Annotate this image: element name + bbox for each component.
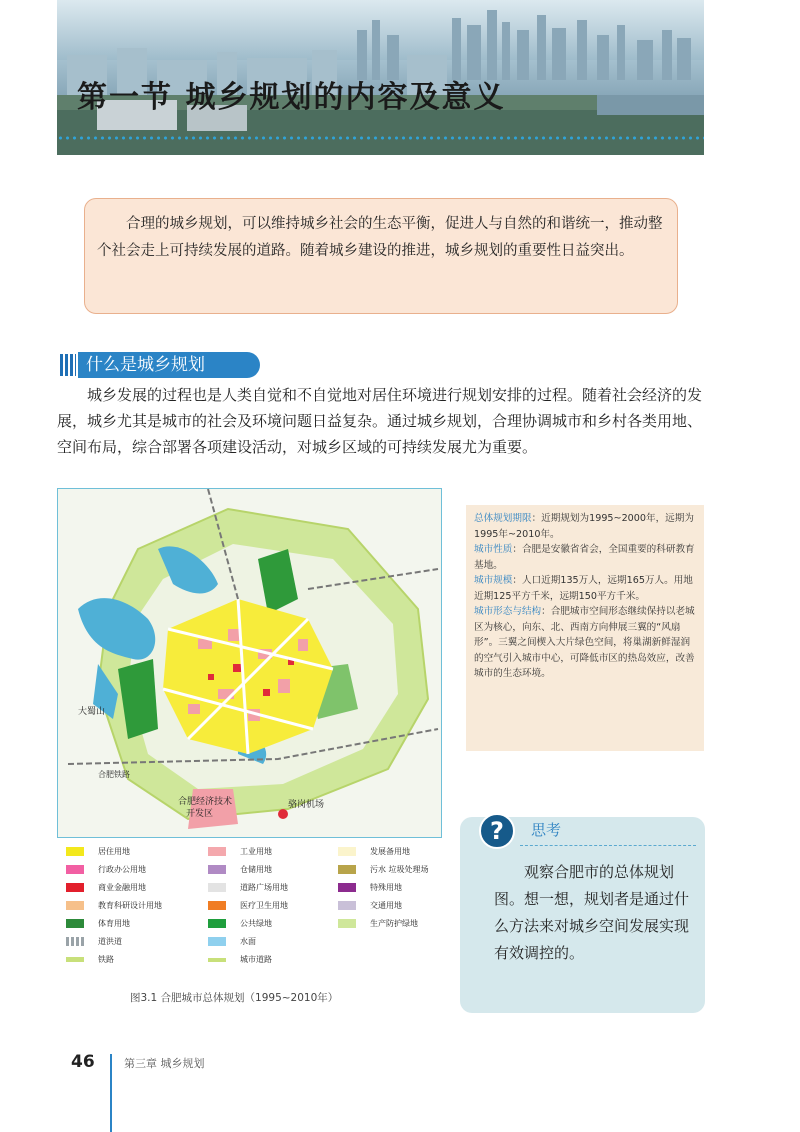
legend-item: 教育科研设计用地 bbox=[66, 900, 162, 911]
section-paragraph: 城乡发展的过程也是人类自觉和不自觉地对居住环境进行规划安排的过程。随着社会经济的发展，城乡尤其是城市的社会及环境问题日益复杂。通过城乡规划，合理协调城市和乡村各类用地、空间布局，综合部署各项建设活动，对城乡区域的可持续发展尤为重要。 bbox=[57, 386, 703, 456]
legend-swatch bbox=[208, 901, 226, 910]
map-label-dashu: 大蜀山 bbox=[78, 707, 106, 717]
think-box bbox=[460, 817, 705, 1013]
legend-item: 铁路 bbox=[66, 954, 114, 965]
legend-swatch bbox=[338, 919, 356, 928]
map-label-econ-zone-2: 开发区 bbox=[186, 809, 214, 819]
chapter-banner bbox=[57, 0, 704, 155]
map-label-econ-zone-1: 合肥经济技术 bbox=[178, 797, 233, 807]
legend-swatch bbox=[338, 847, 356, 856]
legend-item: 医疗卫生用地 bbox=[208, 900, 288, 911]
sidebar-item: 总体规划期限：近期规划为1995~2000年，远期为1995年~2010年。 bbox=[474, 513, 694, 540]
legend-swatch bbox=[208, 937, 226, 946]
legend-item: 生产防护绿地 bbox=[338, 918, 418, 929]
legend-item: 城市道路 bbox=[208, 954, 272, 965]
question-icon: ? bbox=[479, 813, 515, 849]
think-divider bbox=[520, 845, 696, 846]
intro-box bbox=[84, 198, 678, 314]
map-label-airport: 骆岗机场 bbox=[288, 800, 325, 810]
airport-icon bbox=[278, 809, 288, 819]
legend-swatch bbox=[66, 957, 84, 962]
figure-caption: 图3.1 合肥城市总体规划（1995~2010年） bbox=[130, 992, 339, 1004]
sidebar-item: 城市形态与结构：合肥城市空间形态继续保持以老城区为核心，向东、北、西南方向伸展三翼的“风扇形”。三翼之间楔入大片绿色空间，将巢湖新鲜湿润的空气引入城市中心，可降低市区的热岛效应，改善城市的生态环境。 bbox=[474, 606, 695, 679]
legend-item: 污水 垃圾处理场 bbox=[338, 864, 429, 875]
footer-divider bbox=[110, 1054, 112, 1132]
legend-item: 商业金融用地 bbox=[66, 882, 146, 893]
section-heading-label: 什么是城乡规划 bbox=[78, 352, 260, 378]
legend-item: 特殊用地 bbox=[338, 882, 402, 893]
legend-swatch bbox=[66, 865, 84, 874]
map-illustration bbox=[58, 489, 441, 837]
legend-item: 发展备用地 bbox=[338, 846, 410, 857]
legend-swatch bbox=[66, 847, 84, 856]
legend-swatch bbox=[66, 919, 84, 928]
legend-item: 工业用地 bbox=[208, 846, 272, 857]
legend-item: 居住用地 bbox=[66, 846, 130, 857]
think-title: 思考 bbox=[531, 821, 562, 839]
map-legend bbox=[66, 846, 456, 976]
legend-swatch bbox=[208, 919, 226, 928]
section-body bbox=[57, 382, 707, 460]
legend-item: 道洪道 bbox=[66, 936, 122, 947]
banner-dotted-divider bbox=[57, 136, 704, 140]
heading-bars-icon bbox=[60, 354, 76, 376]
legend-item: 行政办公用地 bbox=[66, 864, 146, 875]
legend-item: 仓储用地 bbox=[208, 864, 272, 875]
sidebar-item: 城市性质：合肥是安徽省省会，全国重要的科研教育基地。 bbox=[474, 544, 695, 571]
chapter-label: 第三章 城乡规划 bbox=[124, 1057, 205, 1070]
map-label-rail: 合肥铁路 bbox=[98, 770, 130, 779]
legend-swatch bbox=[208, 958, 226, 962]
legend-swatch bbox=[66, 937, 84, 946]
hefei-master-plan-map bbox=[57, 488, 442, 838]
legend-swatch bbox=[338, 865, 356, 874]
legend-item: 水面 bbox=[208, 936, 256, 947]
plan-info-sidebar bbox=[466, 505, 704, 751]
legend-item: 公共绿地 bbox=[208, 918, 272, 929]
section-title: 第一节 城乡规划的内容及意义 bbox=[77, 80, 506, 115]
legend-swatch bbox=[66, 901, 84, 910]
think-text: 观察合肥市的总体规划图。想一想，规划者是通过什么方法来对城乡空间发展实现有效调控的。 bbox=[494, 863, 690, 962]
intro-text: 合理的城乡规划，可以维持城乡社会的生态平衡，促进人与自然的和谐统一，推动整个社会走上可持续发展的道路。随着城乡建设的推进，城乡规划的重要性日益突出。 bbox=[97, 216, 663, 259]
page-number: 46 bbox=[71, 1052, 95, 1072]
legend-swatch bbox=[208, 847, 226, 856]
legend-item: 道路广场用地 bbox=[208, 882, 288, 893]
legend-swatch bbox=[208, 865, 226, 874]
legend-item: 体育用地 bbox=[66, 918, 130, 929]
legend-swatch bbox=[338, 883, 356, 892]
sidebar-item: 城市规模：人口近期135万人，远期165万人。用地近期125平方千米，远期150平方千米。 bbox=[474, 575, 693, 602]
legend-swatch bbox=[66, 883, 84, 892]
legend-item: 交通用地 bbox=[338, 900, 402, 911]
section-heading bbox=[60, 352, 260, 378]
legend-swatch bbox=[208, 883, 226, 892]
legend-swatch bbox=[338, 901, 356, 910]
